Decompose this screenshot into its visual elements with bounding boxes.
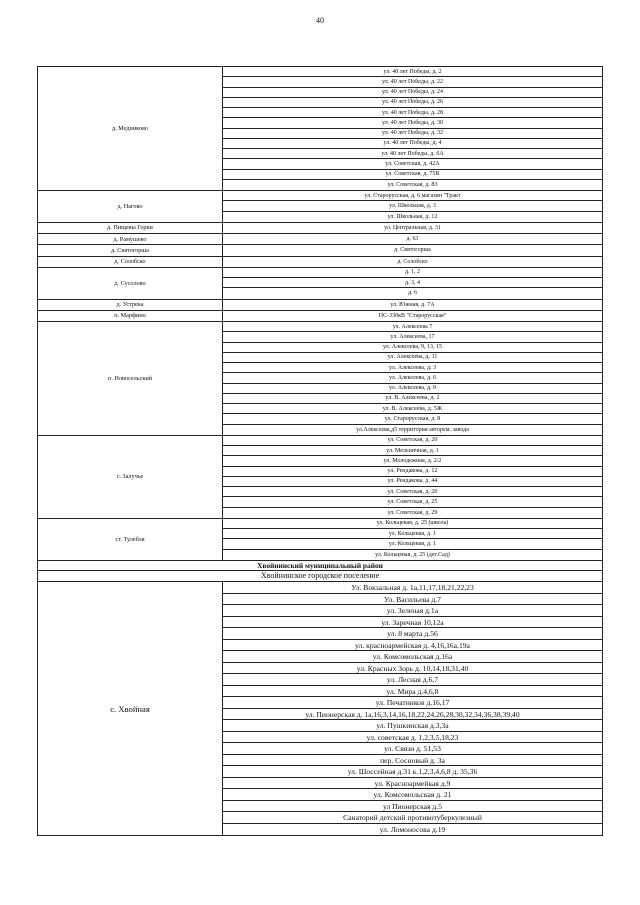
- address-cell: ул. Алексеева 7: [223, 322, 602, 332]
- address-cell: ул. Кольцевая, д. 25 (школа): [223, 519, 602, 529]
- settlement-title: Хвойнинское городское поселение: [37, 571, 603, 582]
- address-cell: ул. Старорусская, д. 8: [223, 414, 602, 424]
- address-cell: ул. 40 лет Победы, д. 2: [223, 67, 602, 77]
- address-cell: ул. Красноармейкая д.9: [223, 778, 602, 790]
- district-title: Хвойнинский муниципальный район: [37, 561, 603, 572]
- locality-name: п. Марфино: [38, 311, 223, 321]
- address-cell: ул. Комсомольская д.16а: [223, 651, 602, 663]
- address-cell: ул. Печатников д.16,17: [223, 697, 602, 709]
- address-cell: ул. красноармейская д. 4,16,16а,19а: [223, 640, 602, 652]
- locality-name: д. Рамушево: [38, 234, 223, 244]
- address-list: [223, 322, 602, 435]
- address-cell: ул. 40 лет Победы, д. 30: [223, 118, 602, 128]
- locality-row: [37, 268, 603, 300]
- address-cell: ул. Шоссейная д.31 к.1,2,3,4,6,8 д. 35,36: [223, 766, 602, 778]
- address-cell: ПС-330кВ "Старорусская": [378, 312, 447, 319]
- address-cell: д. Солобско: [397, 258, 428, 265]
- address-cell: Санаторий детский противотуберкулезный: [223, 812, 602, 824]
- address-cell: ул. Рендакова, д. 12: [223, 467, 602, 477]
- address-cell: ул. 40 лет Победы, д. 22: [223, 77, 602, 87]
- address-list: [223, 191, 602, 222]
- address-cell: ул.Алексеева,д5 территория авторем. завода: [356, 426, 469, 433]
- address-cell: ул. Алексеева, д. 3: [223, 363, 602, 373]
- address-list: [223, 311, 602, 321]
- address-cell: ул. Пушкинская д.3,3а: [223, 720, 602, 732]
- address-cell: ул. Советская, д. 20: [223, 487, 602, 497]
- address-cell: Ул. Вокзальная д. 1а,11,17,18,21,22,23: [223, 582, 602, 594]
- address-cell: ул. Алексеева, 9, 13, 15: [223, 343, 602, 353]
- address-cell: ул. Кольцевая, д. 1: [223, 539, 602, 549]
- locality-name: д. Устрека: [38, 300, 223, 310]
- locality-name: д. Нагово: [38, 191, 223, 222]
- address-cell: ул. Южная, д. 7А: [390, 301, 435, 308]
- address-cell: ул. Заречная 10,12а: [223, 617, 602, 629]
- address-list: [223, 268, 602, 299]
- address-cell: ул. Красных Зорь д. 10,14,18,31,40: [223, 663, 602, 675]
- address-cell: ул. Советская, д. 83: [387, 181, 438, 188]
- address-cell: ул. Кольцевая, д. 25 (дет.Сад): [375, 551, 450, 558]
- address-cell: пер. Сосновый д. 3а: [223, 755, 602, 767]
- locality-row: [37, 223, 603, 234]
- address-list: [223, 223, 602, 233]
- locality-row: [37, 300, 603, 311]
- locality-row: [37, 582, 603, 836]
- locality-row: [37, 234, 603, 245]
- locality-name: ст. Тулебля: [38, 519, 223, 560]
- address-cell: ул. 40 лет Победы, д. 32: [223, 129, 602, 139]
- address-cell: ул. Зеленая д.1а: [223, 605, 602, 617]
- address-cell: ул. Алексеева, д. 8: [223, 384, 602, 394]
- address-cell: ул. Советская, д. 20: [223, 436, 602, 446]
- address-cell: ул. Центральная, д. 31: [384, 224, 441, 231]
- locality-name: п. Новосельский: [38, 322, 223, 435]
- locality-row: [37, 66, 603, 191]
- address-list: [223, 582, 602, 835]
- address-cell: Ул. Васильева д.7: [223, 594, 602, 606]
- locality-row: [37, 436, 603, 519]
- locality-row: [37, 257, 603, 268]
- address-cell: ул. Школьная, д. 12: [387, 213, 438, 220]
- address-cell: ул. Комсомольская д. 21: [223, 789, 602, 801]
- locality-name: с. Хвойная: [38, 582, 223, 835]
- address-cell: ул. советская д. 1,2,3,5,18,23: [223, 732, 602, 744]
- address-list: [223, 67, 602, 190]
- locality-name: д. Медниково: [38, 67, 223, 190]
- address-cell: ул. 40 лет Победы, д. 26: [223, 98, 602, 108]
- address-cell: ул. Связи д. 51,53: [223, 743, 602, 755]
- address-table: [37, 66, 603, 836]
- address-cell: д. 63: [406, 236, 419, 243]
- address-cell: ул. Ломоносова д.19: [379, 825, 446, 834]
- address-cell: ул. Школьная, д. 3: [223, 201, 602, 211]
- address-list: [223, 245, 602, 255]
- address-cell: д. Святогорша: [394, 247, 431, 254]
- address-cell: ул. Алексеева, д. 6: [223, 373, 602, 383]
- address-list: [223, 519, 602, 560]
- address-cell: ул. 40 лет Победы, д. 4: [223, 139, 602, 149]
- address-cell: ул. Советская, д. 75В: [223, 170, 602, 180]
- address-list: [223, 234, 602, 244]
- address-cell: ул. 40 лет Победы, д. 6А: [223, 149, 602, 159]
- page-number: 40: [316, 16, 324, 25]
- address-list: [223, 300, 602, 310]
- address-cell: ул. В. Алексеева, д. 5Ж: [223, 404, 602, 414]
- address-cell: ул. 40 лет Победы, д. 28: [223, 108, 602, 118]
- address-cell: ул. Старорусская, д. 6 магазин "Тракт: [223, 191, 602, 201]
- locality-name: с. Залучье: [38, 436, 223, 518]
- address-cell: ул. Алексеева, д. 11: [223, 353, 602, 363]
- locality-row: [37, 322, 603, 436]
- locality-name: д. Солобско: [38, 257, 223, 267]
- address-cell: ул. Мира д.4,6,8: [223, 686, 602, 698]
- address-cell: ул. Кольцевая, д. 1: [223, 529, 602, 539]
- locality-row: [37, 311, 603, 322]
- locality-row: [37, 519, 603, 561]
- address-cell: ул. В. Алексеева, д. 2: [223, 394, 602, 404]
- address-cell: д. 6: [407, 290, 418, 297]
- address-cell: ул. Рендакова, д. 44: [223, 477, 602, 487]
- address-cell: ул Пионерская д.5: [223, 801, 602, 813]
- address-cell: ул. Советская, д. 42А: [223, 159, 602, 169]
- address-list: [223, 436, 602, 518]
- address-list: [223, 257, 602, 267]
- address-cell: д. 3, 4: [223, 278, 602, 288]
- address-cell: ул. 40 лет Победы, д. 24: [223, 88, 602, 98]
- locality-name: д. Сусолово: [38, 268, 223, 299]
- address-cell: ул. Мельничная, д. 1: [223, 446, 602, 456]
- locality-name: д. Пищевы Горки: [38, 223, 223, 233]
- locality-row: [37, 245, 603, 256]
- address-cell: ул. Советская, д. 25: [223, 497, 602, 507]
- locality-name: д. Святогорша: [38, 245, 223, 255]
- address-cell: ул. Алексеева, 17: [223, 332, 602, 342]
- locality-row: [37, 191, 603, 223]
- address-cell: д. 1, 2: [223, 268, 602, 278]
- address-cell: ул. Молодежная, д. 2/2: [223, 456, 602, 466]
- address-cell: ул. 8 марта д.56: [223, 628, 602, 640]
- address-cell: ул. Советская, д. 29: [387, 509, 438, 516]
- address-cell: ул. Пионерская д. 1а,16,3,14,16,18,22,24,26,28,30,32,34,36,38,39,40: [223, 709, 602, 721]
- address-cell: ул. Лесная д.6,7: [223, 674, 602, 686]
